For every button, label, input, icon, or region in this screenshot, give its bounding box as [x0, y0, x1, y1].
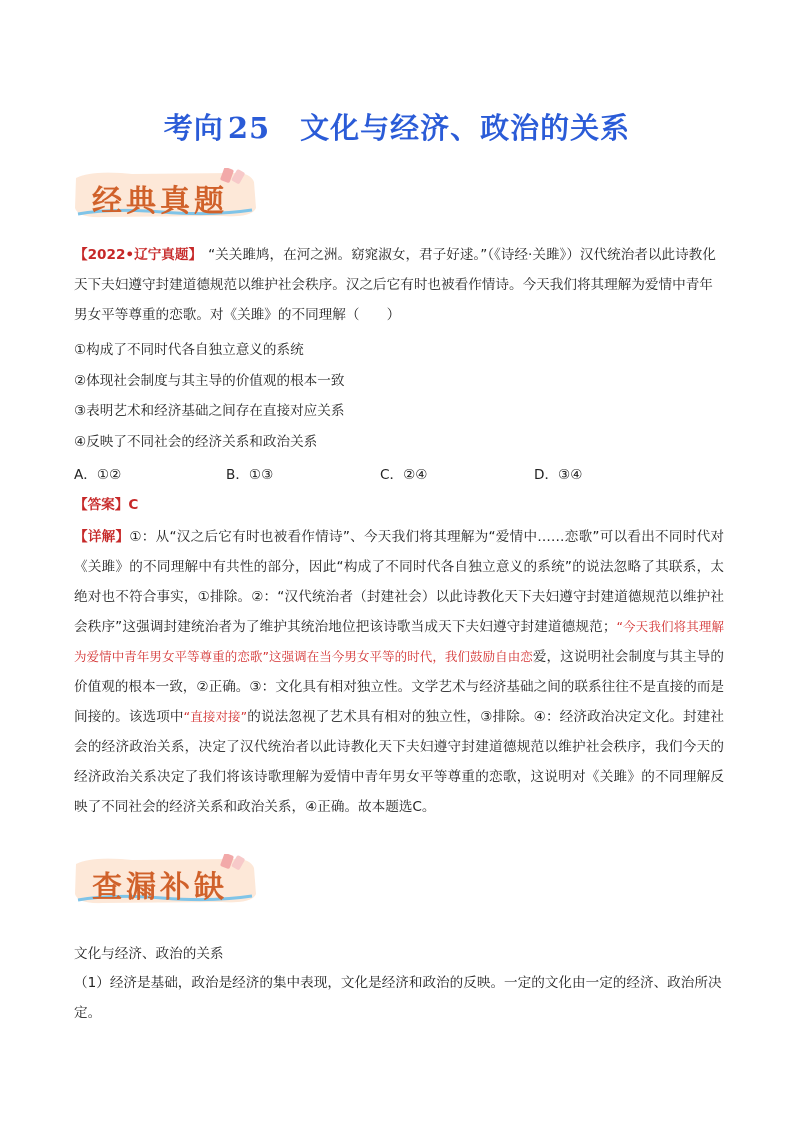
- detail-explanation: [74, 522, 724, 822]
- banner-label: 查漏补缺: [92, 870, 228, 905]
- banner-label: 经典真题: [92, 184, 228, 219]
- question-stem: [74, 240, 724, 330]
- question-item-3: ③表明艺术和经济基础之间存在直接对应关系: [74, 403, 345, 419]
- supplement-point-1: （1）经济是基础，政治是经济的集中表现，文化是经济和政治的反映。一定的文化由一定的经济、政治所决定。: [74, 975, 722, 1021]
- title-number: 25: [227, 111, 271, 145]
- detail-part2: 爱，这说明社会制度与其主导的价值观的根本一致，②正确。③：文化具有相对独立性。文学艺术与经济基础之间的联系往往不是直接的而是间接的。该选项中: [74, 649, 725, 725]
- detail-part1: ①：从“汉之后它有时也被看作情诗”、今天我们将其理解为“爱情中……恋歌”可以看出不同时代对《关雎》的不同理解中有共性的部分，因此“构成了不同时代各自独立意义的系统”的说法忽略了其联系，太绝对也不符合事实，①排除。②：“汉代统治者（封建社会）以此诗教化天下夫妇遵守封建道德规范以维护社会秩序”这强调封建统治者为了维护其统治地位把该诗歌当成天下夫妇遵守封建道德规范；: [74, 529, 724, 635]
- option-d: D．③④: [534, 467, 583, 483]
- answer-line: [74, 490, 138, 520]
- option-a: A．①②: [74, 467, 122, 483]
- question-item-4: ④反映了不同社会的经济关系和政治关系: [74, 434, 318, 450]
- section-banner-classic: [72, 168, 260, 220]
- question-text: “关关雎鸠，在河之洲。窈窕淑女，君子好逑。”（《诗经·关雎》）汉代统治者以此诗教化天下夫妇遵守封建道德规范以维护社会秩序。汉之后它有时也被看作情诗。今天我们将其理解为爱情中青年男女平等尊重的恋歌。对《关雎》的不同理解（ ）: [74, 247, 716, 323]
- supplement-heading: 文化与经济、政治的关系: [74, 946, 224, 962]
- option-c: C．②④: [380, 467, 428, 483]
- section-banner-review: [72, 854, 260, 906]
- title-text: 文化与经济、政治的关系: [300, 111, 631, 145]
- answer-label: 【答案】: [74, 497, 129, 513]
- option-b: B．①③: [226, 467, 274, 483]
- question-item-1: ①构成了不同时代各自独立意义的系统: [74, 342, 304, 358]
- detail-red-quote: “今天我们将其理解为爱情中青年男女平等尊重的恋歌”这强调在当今男女平等的时代，我们鼓励自由恋: [74, 619, 724, 664]
- question-item-2: ②体现社会制度与其主导的价值观的根本一致: [74, 373, 345, 389]
- answer-options: [74, 460, 724, 490]
- detail-label: 【详解】: [74, 529, 130, 545]
- answer-value: C: [128, 497, 139, 513]
- title-prefix: 考向: [163, 111, 224, 145]
- detail-red-term: “直接对接”: [183, 709, 248, 724]
- page-title: [0, 106, 794, 147]
- question-source: 【2022•辽宁真题】: [74, 247, 203, 263]
- detail-part3: 的说法忽视了艺术具有相对的独立性，③排除。④：经济政治决定文化。封建社会的经济政治关系，决定了汉代统治者以此诗教化天下夫妇遵守封建道德规范以维护社会秩序，我们今天的经济政治关系决定了我们将该诗歌理解为爱情中青年男女平等尊重的恋歌，这说明对《关雎》的不同理解反映了不同社会的经济关系和政治关系，④正确。故本题选C。: [74, 709, 725, 815]
